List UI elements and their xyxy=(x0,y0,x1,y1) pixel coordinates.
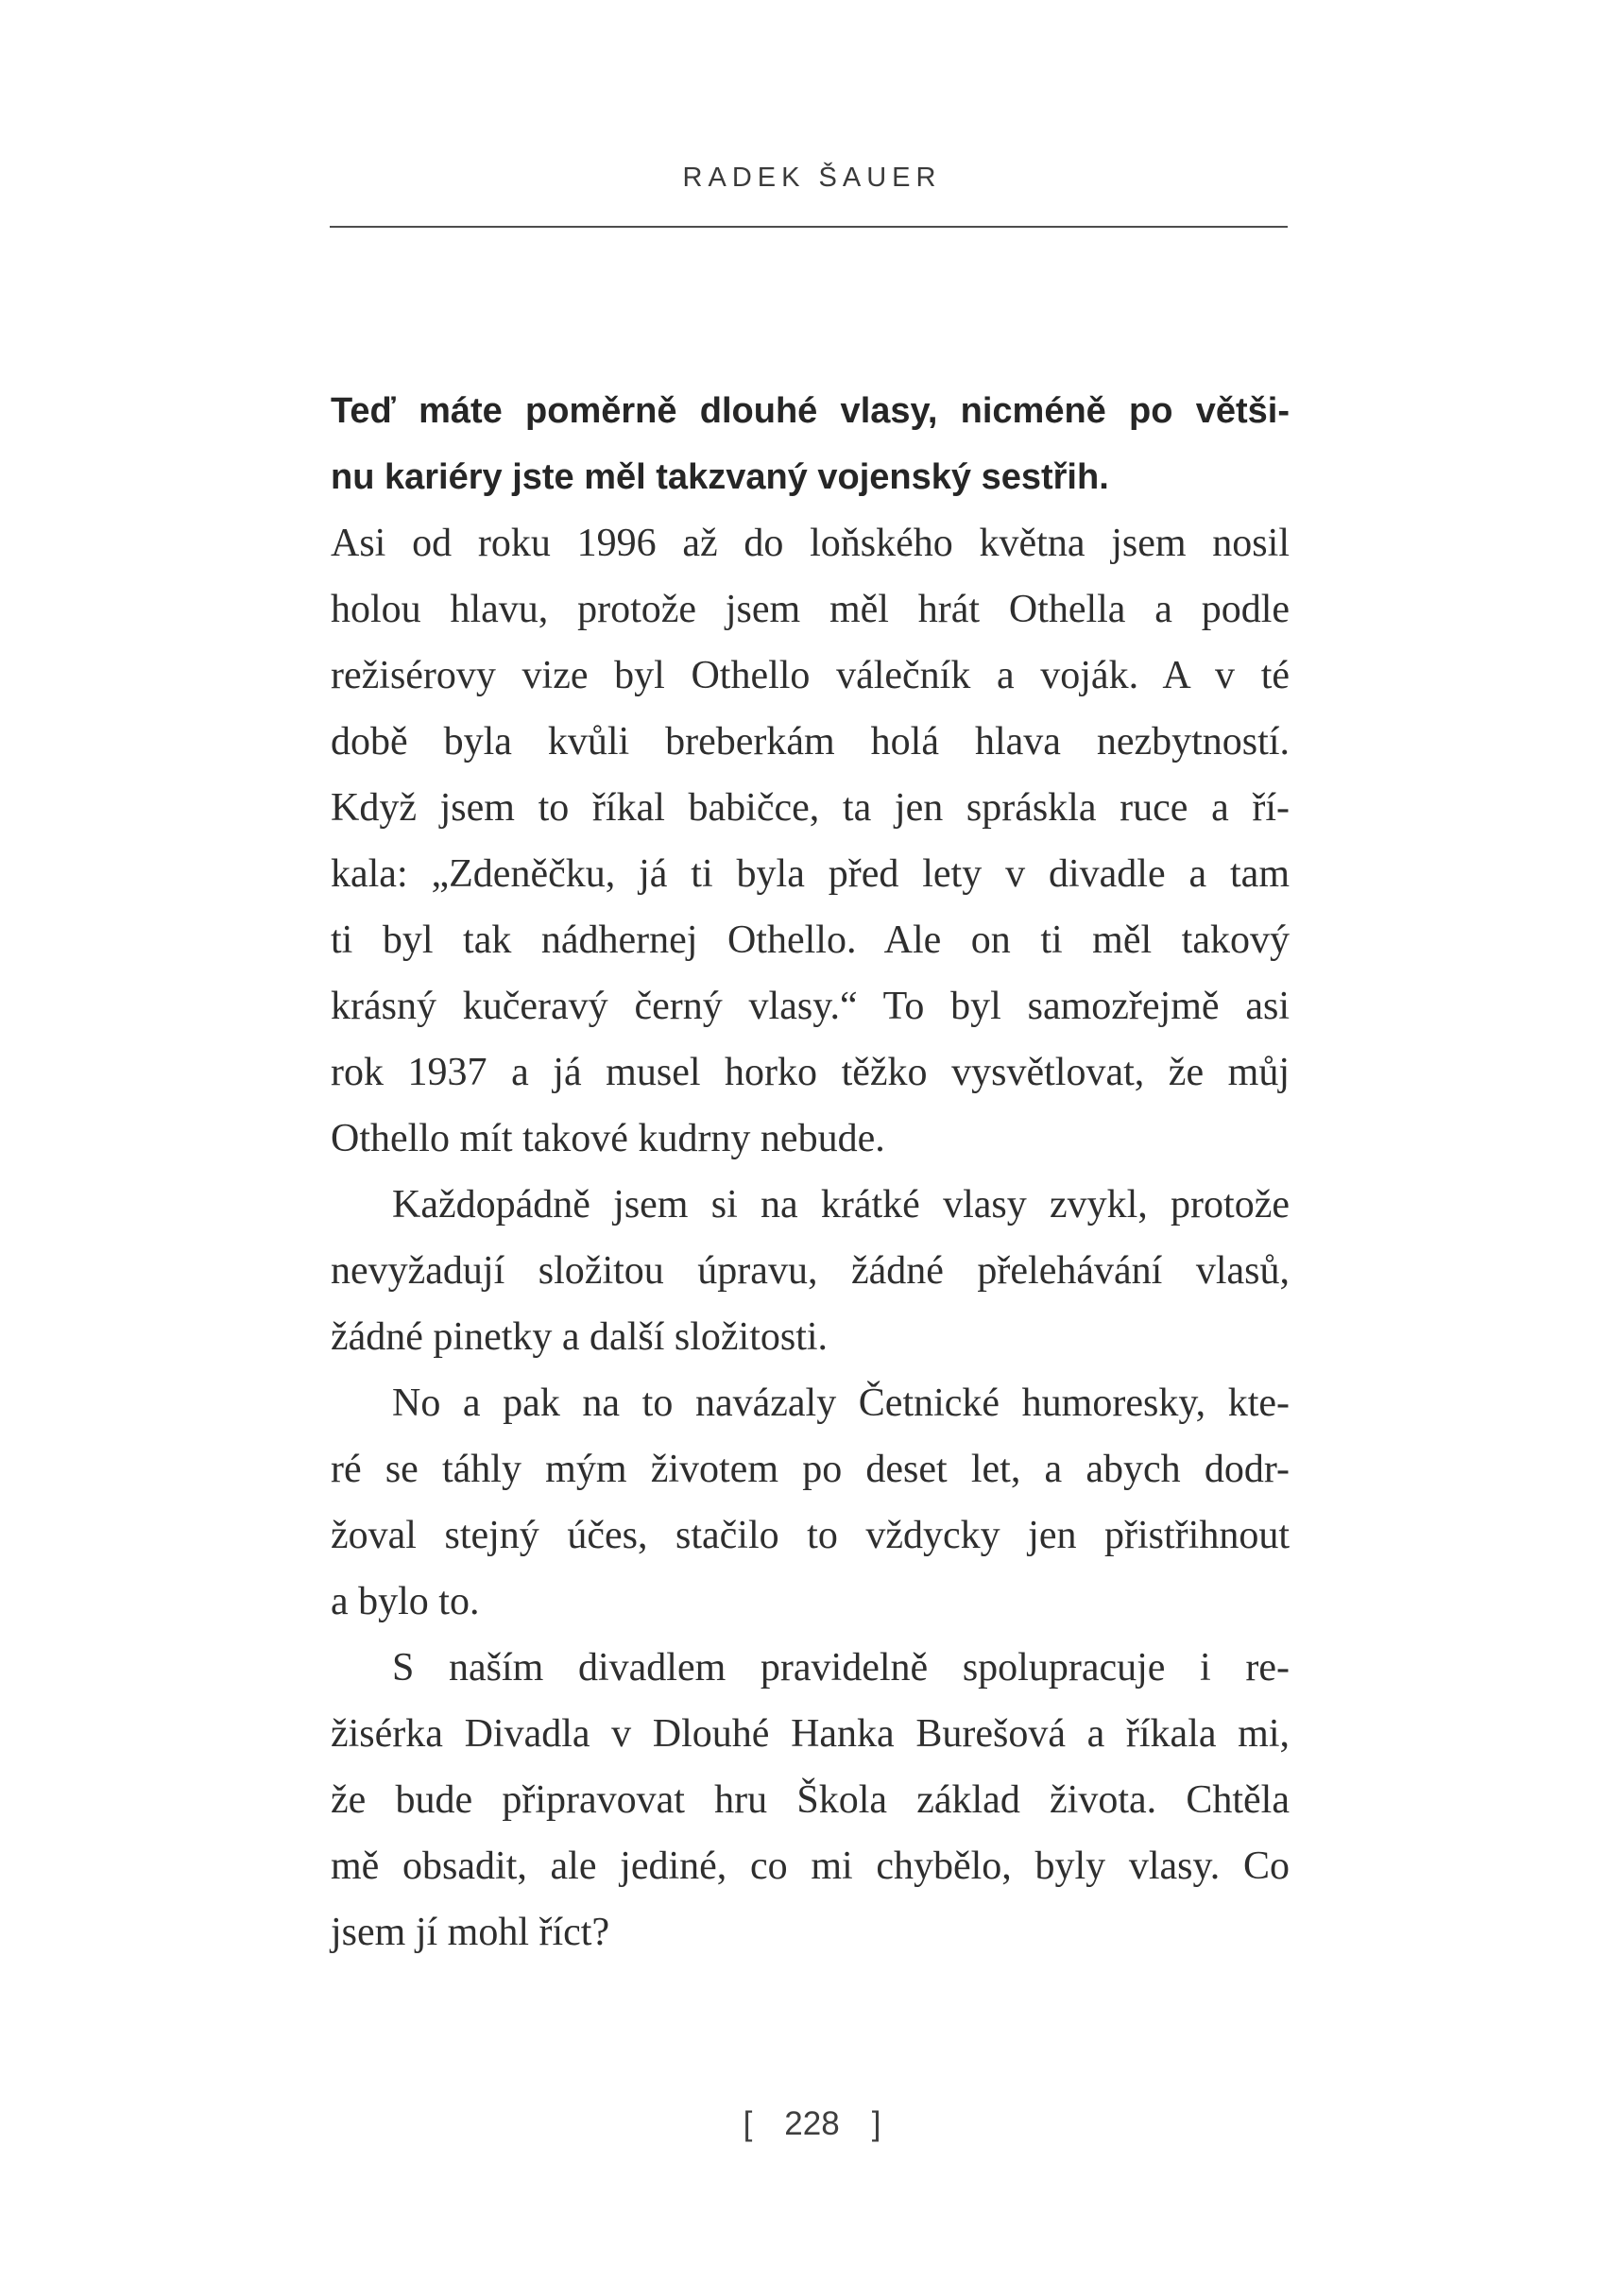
text-line: nu kariéry jste měl takzvaný vojenský sestřih. xyxy=(331,457,1109,497)
text-line: holou hlavu, protože jsem měl hrát Othella a podle xyxy=(331,588,1290,631)
text-line: žisérka Divadla v Dlouhé Hanka Burešová a říkala mi, xyxy=(331,1712,1290,1756)
text-line: mě obsadit, ale jediné, co mi chybělo, byly vlasy. Co xyxy=(331,1844,1290,1888)
page-footer xyxy=(0,2105,1624,2143)
text-line: kala: „Zdeněčku, já ti byla před lety v divadle a tam xyxy=(331,852,1290,896)
text-line: S naším divadlem pravidelně spolupracuje i re- xyxy=(392,1646,1290,1690)
text-line: ré se táhly mým životem po deset let, a abych dodr- xyxy=(331,1448,1290,1491)
text-line: No a pak na to navázaly Četnické humoresky, kte- xyxy=(392,1381,1290,1425)
text-line: a bylo to. xyxy=(331,1580,480,1623)
text-line: ti byl tak nádhernej Othello. Ale on ti měl takový xyxy=(331,918,1290,962)
footer-open-bracket: [ xyxy=(743,2105,753,2142)
page-number: 228 xyxy=(784,2105,840,2142)
header-rule xyxy=(330,226,1288,228)
text-line: že bude připravovat hru Škola základ života. Chtěla xyxy=(331,1778,1290,1822)
text-line: Každopádně jsem si na krátké vlasy zvykl, protože xyxy=(392,1183,1290,1227)
text-line: režisérovy vize byl Othello válečník a voják. A v té xyxy=(331,654,1290,697)
text-line: rok 1937 a já musel horko těžko vysvětlovat, že můj xyxy=(331,1051,1290,1094)
text-block xyxy=(331,378,1290,1965)
running-header: RADEK ŠAUER xyxy=(682,163,942,193)
text-line: Teď máte poměrně dlouhé vlasy, nicméně po větši- xyxy=(331,391,1290,431)
text-line: nevyžadují složitou úpravu, žádné přelehávání vlasů, xyxy=(331,1249,1290,1293)
text-line: Když jsem to říkal babičce, ta jen spráskla ruce a ří- xyxy=(331,786,1290,830)
text-line: žádné pinetky a další složitosti. xyxy=(331,1315,829,1359)
text-line: žoval stejný účes, stačilo to vždycky jen přistřihnout xyxy=(331,1514,1290,1557)
text-line: jsem jí mohl říct? xyxy=(331,1911,610,1954)
footer-close-bracket: ] xyxy=(871,2105,881,2142)
text-line: Othello mít takové kudrny nebude. xyxy=(331,1117,885,1160)
text-line: Asi od roku 1996 až do loňského května jsem nosil xyxy=(331,522,1290,565)
text-line: krásný kučeravý černý vlasy.“ To byl samozřejmě asi xyxy=(331,985,1290,1028)
text-line: době byla kvůli breberkám holá hlava nezbytností. xyxy=(331,720,1290,764)
